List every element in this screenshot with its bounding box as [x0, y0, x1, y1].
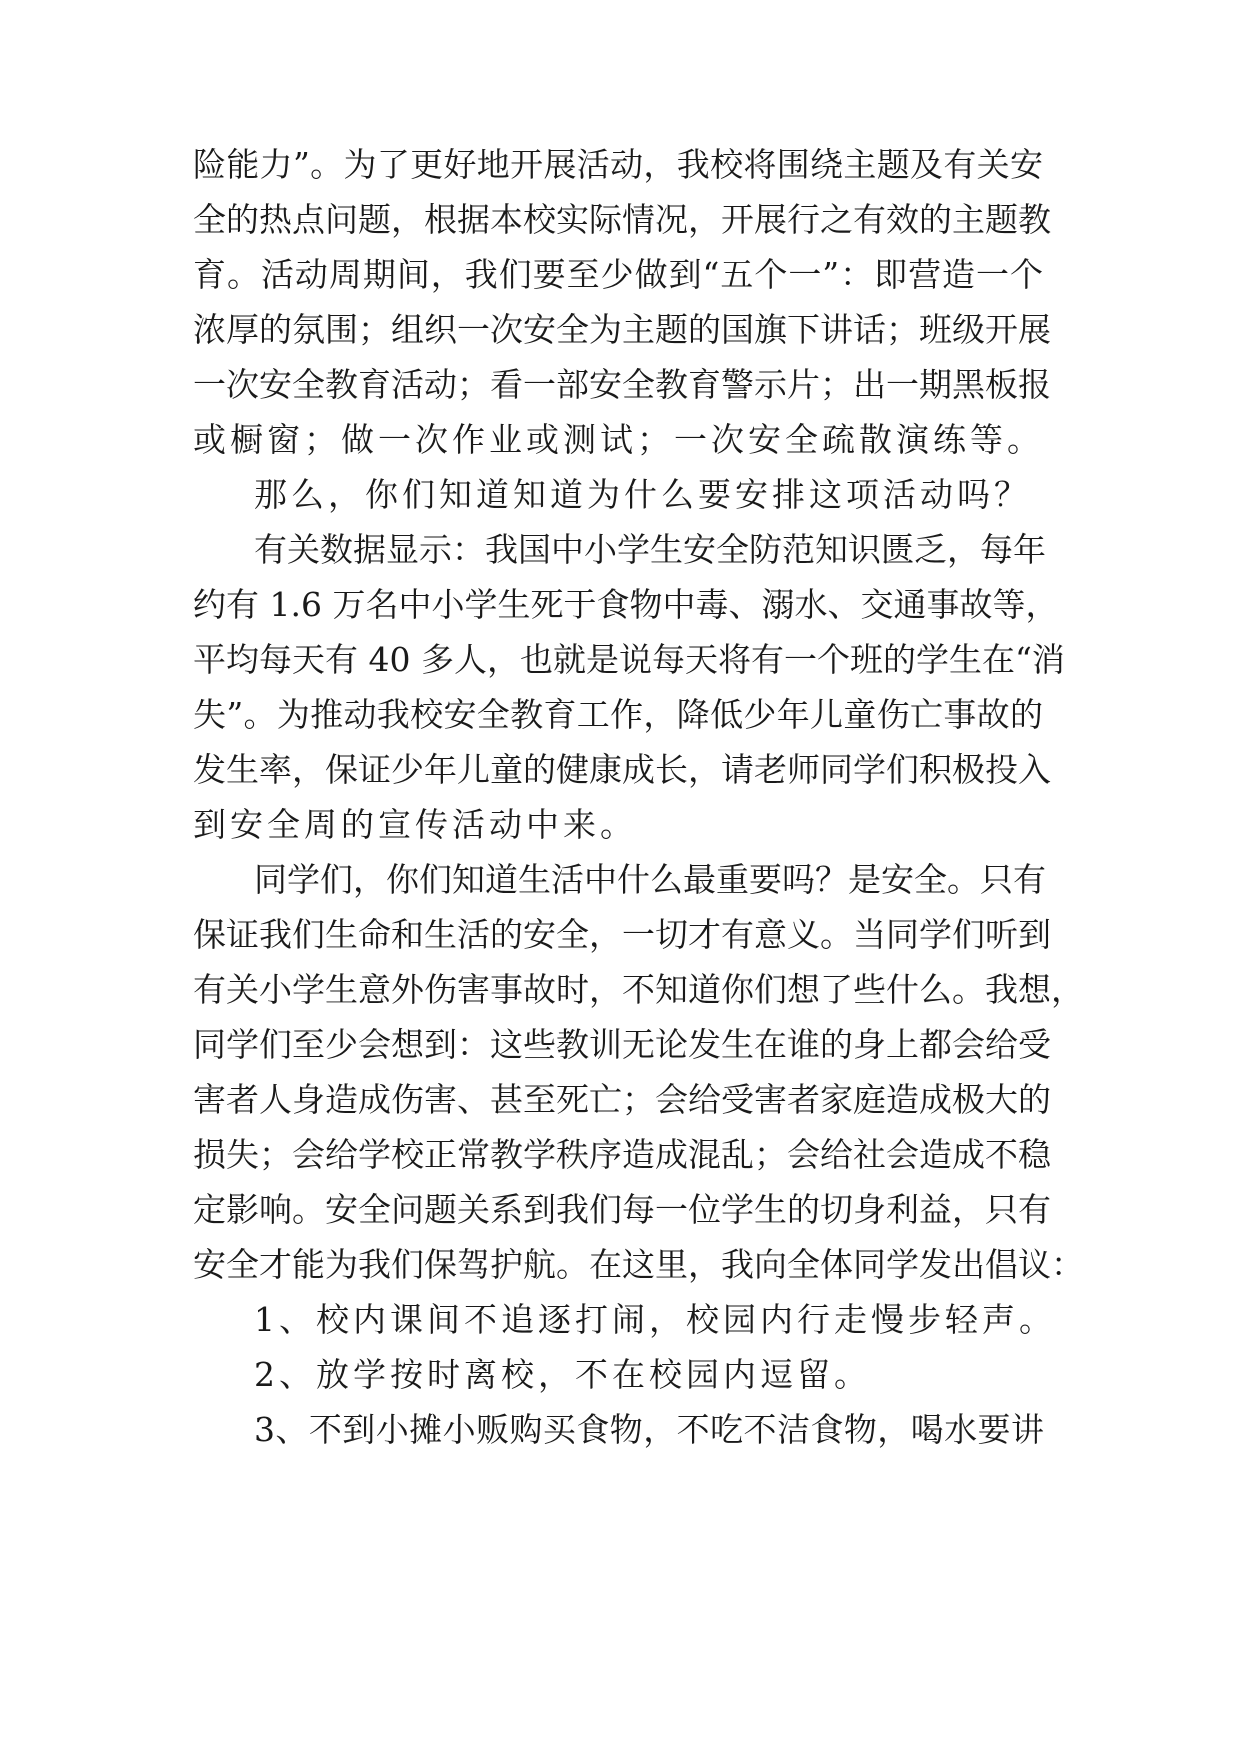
text-line: 定影响。安全问题关系到我们每一位学生的切身利益，只有 — [193, 1190, 1051, 1229]
text-line: 一次安全教育活动；看一部安全教育警示片；出一期黑板报 — [193, 365, 1051, 404]
text-line: 有关数据显示：我国中小学生安全防范知识匮乏，每年 — [254, 530, 1046, 569]
text-line: 平均每天有 40 多人，也就是说每天将有一个班的学生在“消 — [193, 640, 1065, 679]
text-line: 浓厚的氛围；组织一次安全为主题的国旗下讲话；班级开展 — [193, 310, 1051, 349]
text-line: 害者人身造成伤害、甚至死亡；会给受害者家庭造成极大的 — [193, 1080, 1051, 1119]
list-item: 2、放学按时离校，不在校园内逗留。 — [254, 1355, 871, 1394]
text-line: 安全才能为我们保驾护航。在这里，我向全体同学发出倡议： — [193, 1245, 1084, 1284]
text-line: 那么，你们知道知道为什么要安排这项活动吗？ — [254, 475, 1031, 514]
text-line: 有关小学生意外伤害事故时，不知道你们想了些什么。我想， — [193, 970, 1084, 1009]
text-line: 失”。为推动我校安全教育工作，降低少年儿童伤亡事故的 — [193, 695, 1043, 734]
text-line: 同学们至少会想到：这些教训无论发生在谁的身上都会给受 — [193, 1025, 1051, 1064]
text-line: 发生率，保证少年儿童的健康成长，请老师同学们积极投入 — [193, 750, 1051, 789]
text-line: 险能力”。为了更好地开展活动，我校将围绕主题及有关安 — [193, 145, 1043, 184]
text-line: 全的热点问题，根据本校实际情况，开展行之有效的主题教 — [193, 200, 1051, 239]
text-line: 或橱窗；做一次作业或测试；一次安全疏散演练等。 — [193, 420, 1044, 459]
text-line: 同学们，你们知道生活中什么最重要吗？是安全。只有 — [254, 860, 1046, 899]
text-line: 育。活动周期间，我们要至少做到“五个一”：即营造一个 — [193, 255, 1043, 294]
text-line: 损失；会给学校正常教学秩序造成混乱；会给社会造成不稳 — [193, 1135, 1051, 1174]
list-item: 1、校内课间不追逐打闹，校园内行走慢步轻声。 — [254, 1300, 1056, 1339]
text-line: 到安全周的宣传活动中来。 — [193, 805, 637, 844]
list-item: 3、不到小摊小贩购买食物，不吃不洁食物，喝水要讲 — [254, 1410, 1044, 1449]
text-line: 约有 1.6 万名中小学生死于食物中毒、溺水、交通事故等， — [193, 585, 1059, 624]
text-line: 保证我们生命和生活的安全，一切才有意义。当同学们听到 — [193, 915, 1051, 954]
